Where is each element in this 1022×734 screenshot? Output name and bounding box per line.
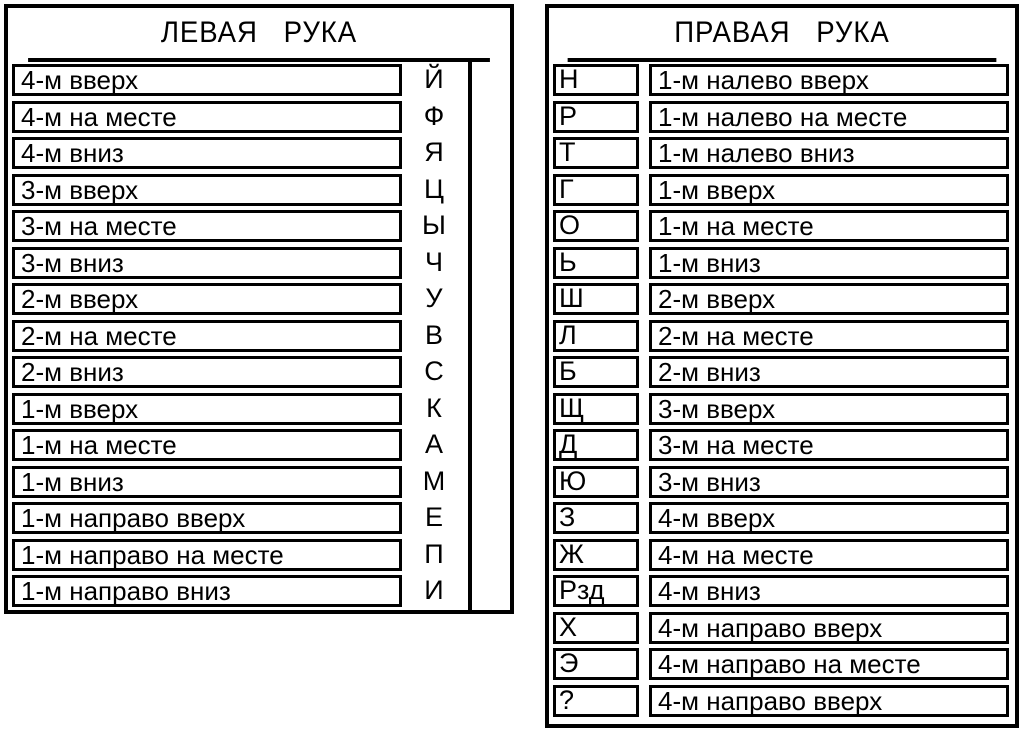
- right-hand-row: [549, 683, 1015, 720]
- left-finger-move: 4-м вверх: [12, 64, 402, 96]
- left-letter: Ч: [425, 246, 443, 277]
- right-letter: Д: [559, 429, 578, 459]
- right-hand-row: [549, 610, 1015, 647]
- left-letter: В: [424, 319, 443, 350]
- left-finger-move: 1-м направо вниз: [12, 575, 402, 607]
- right-finger-move: 4-м вниз: [649, 575, 1009, 607]
- right-letter: Щ: [559, 392, 585, 423]
- left-hand-row: [8, 427, 510, 464]
- left-finger-move: 4-м вниз: [12, 137, 402, 169]
- left-hand-row: [8, 135, 510, 172]
- left-finger-move: 2-м вверх: [12, 283, 402, 315]
- right-finger-move: 4-м вверх: [649, 502, 1009, 534]
- left-hand-row: [8, 318, 510, 355]
- right-finger-move: 1-м вверх: [649, 174, 1009, 206]
- right-finger-move: 2-м вверх: [649, 283, 1009, 315]
- right-hand-rows: [549, 62, 1015, 719]
- left-letter: И: [424, 575, 444, 605]
- left-hand-row: [8, 281, 510, 318]
- left-hand-row: [8, 500, 510, 537]
- left-letter: А: [424, 429, 443, 459]
- left-letter: Ы: [422, 210, 446, 240]
- left-finger-move: 4-м на месте: [12, 101, 402, 133]
- left-hand-header: [28, 8, 490, 62]
- right-finger-move: 4-м направо вверх: [649, 612, 1009, 644]
- left-letter: М: [422, 465, 446, 496]
- left-hand-row: [8, 537, 510, 574]
- left-hand-rows: [8, 62, 510, 610]
- left-hand-title: ЛЕВАЯ РУКА: [160, 16, 358, 49]
- right-finger-move: 1-м налево вниз: [649, 137, 1009, 169]
- right-finger-move: 2-м на месте: [649, 320, 1009, 352]
- right-hand-header: [568, 8, 997, 62]
- left-finger-move: 3-м вниз: [12, 247, 402, 279]
- right-letter: ?: [559, 684, 575, 715]
- right-hand-row: [549, 537, 1015, 574]
- left-hand-row: [8, 172, 510, 209]
- right-hand-row: [549, 500, 1015, 537]
- right-finger-move: 4-м на месте: [649, 539, 1009, 571]
- left-hand-row: [8, 99, 510, 136]
- left-letter: К: [426, 392, 442, 423]
- left-hand-row: [8, 354, 510, 391]
- right-hand-row: [549, 646, 1015, 683]
- left-hand-row: [8, 464, 510, 501]
- left-hand-row: [8, 245, 510, 282]
- left-hand-row: [8, 391, 510, 428]
- right-hand-title: ПРАВАЯ РУКА: [674, 16, 890, 49]
- right-hand-row: [549, 281, 1015, 318]
- left-finger-move: 1-м вниз: [12, 466, 402, 498]
- right-hand-row: [549, 318, 1015, 355]
- right-letter: Ж: [559, 538, 584, 569]
- left-hand-table: [4, 4, 514, 614]
- left-letter: Й: [424, 64, 444, 94]
- left-finger-move: 1-м на месте: [12, 429, 402, 461]
- right-hand-row: [549, 464, 1015, 501]
- left-letter: П: [424, 538, 444, 569]
- right-finger-move: 1-м на месте: [649, 210, 1009, 242]
- right-finger-move: 4-м направо на месте: [649, 648, 1009, 680]
- right-letter: Т: [559, 137, 576, 167]
- right-hand-row: [549, 135, 1015, 172]
- right-hand-row: [549, 62, 1015, 99]
- right-letter: З: [559, 502, 576, 532]
- left-letter: Ц: [424, 173, 444, 204]
- left-letter: Ф: [423, 100, 445, 131]
- left-finger-move: 2-м на месте: [12, 320, 402, 352]
- left-hand-row: [8, 208, 510, 245]
- right-letter: Р: [559, 100, 578, 131]
- right-hand-row: [549, 427, 1015, 464]
- left-finger-move: 1-м направо на месте: [12, 539, 402, 571]
- right-hand-row: [549, 573, 1015, 610]
- right-finger-move: 4-м направо вверх: [649, 685, 1009, 717]
- right-finger-move: 1-м налево на месте: [649, 101, 1009, 133]
- right-finger-move: 1-м вниз: [649, 247, 1009, 279]
- right-letter: Л: [559, 319, 577, 350]
- left-letter: У: [425, 283, 443, 313]
- right-hand-row: [549, 354, 1015, 391]
- right-letter: Х: [559, 611, 578, 642]
- left-finger-move: 2-м вниз: [12, 356, 402, 388]
- left-finger-move: 1-м вверх: [12, 393, 402, 425]
- right-letter: Э: [559, 648, 579, 678]
- left-finger-move: 3-м вверх: [12, 174, 402, 206]
- left-hand-row: [8, 62, 510, 99]
- right-letter: О: [559, 210, 581, 240]
- left-hand-row: [8, 573, 510, 610]
- right-hand-row: [549, 391, 1015, 428]
- right-hand-row: [549, 172, 1015, 209]
- right-hand-row: [549, 99, 1015, 136]
- right-finger-move: 1-м налево вверх: [649, 64, 1009, 96]
- right-hand-table: [545, 4, 1019, 728]
- left-finger-move: 1-м направо вверх: [12, 502, 402, 534]
- right-letter: Ш: [559, 283, 584, 313]
- left-letter: С: [424, 356, 444, 386]
- left-letter: Я: [424, 137, 444, 167]
- right-hand-row: [549, 245, 1015, 282]
- right-letter: Ю: [559, 465, 587, 496]
- right-letter: Рзд: [559, 575, 605, 605]
- left-finger-move: 3-м на месте: [12, 210, 402, 242]
- right-letter: Ь: [559, 246, 577, 277]
- right-letter: Б: [559, 356, 577, 386]
- right-finger-move: 3-м вниз: [649, 466, 1009, 498]
- right-letter: Н: [559, 64, 579, 94]
- right-hand-row: [549, 208, 1015, 245]
- right-finger-move: 2-м вниз: [649, 356, 1009, 388]
- right-finger-move: 3-м вверх: [649, 393, 1009, 425]
- right-letter: Г: [559, 173, 574, 204]
- right-finger-move: 3-м на месте: [649, 429, 1009, 461]
- left-letter: Е: [424, 502, 443, 532]
